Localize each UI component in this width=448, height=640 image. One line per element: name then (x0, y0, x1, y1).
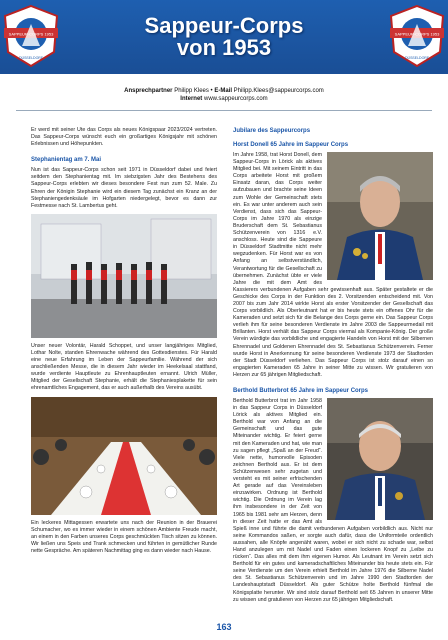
dinner-table-photo (31, 397, 217, 515)
section-heading-stephanientag: Stephanientag am 7. Mai (31, 157, 102, 164)
right-column (233, 127, 433, 608)
corps-logo-left (2, 4, 60, 68)
corps-logo-right (388, 4, 446, 68)
internet-link[interactable]: www.sappeurcorps.com (203, 96, 268, 102)
horst-donell-portrait (327, 152, 433, 280)
banner-edge (0, 70, 448, 74)
email-label: E-Mail (214, 88, 232, 94)
email-link[interactable]: Philipp.Klees@sappeurcorps.com (233, 88, 324, 94)
page-title (60, 15, 388, 59)
parade-photo (31, 214, 217, 338)
berthold-butterbrot-paragraph: Berthold Butterbrot trat im Jahr 1958 in das Sappeur Corps in Düsseldorf Lörick als aktives Mitglied ein. Berthold war von Anfang an die Gemeinschaft und das gute Miteinander wichtig. Er feiert gerne mit den Kameraden und hat, wie man zu sagen pflegt „Spaß an der Freud“. Viele nette, humorvolle Episoden zeichnen Berthold aus. Er ist dem Schützenwesen sehr zugetan und versteht es mit seiner erfrischenden Art gerade auf das Vereinsleben einzuwirken. Ordnung ist Berthold wichtig. Die Ordnung im Verein lag ihm insbesondere in der Zeit von 1965 bis 1981 sehr am Herzen, denn in dieser Zeit hatte er das Amt als Spieß inne und führte die damit verbundenen Aufgaben vorbildlich aus. Nicht nur seine Kommandos saßen, er sorgte auch dafür, dass die Uniformteile ordentlich aussahen, alle Knöpfe angenäht waren, wobei er sich nicht zu schade war, selbst Hand anzulegen um mit Nadel und Faden einen lockeren Knopf zu „Leibe zu rücken“. Das alles mit dem ihm eigenen Humor. Als Leutnant im Verein setzt sich Berthold für ein gutes und kameradschaftliches Miteinander bis heute stets ein. Für seine Verdienste um den Verein erhielt Berthold im Jahre 1976 die Silberne Nadel des St. Sebastianus Schützenverein und im Jahre 1990 den Stadtorden der Landeshauptstadt Düsseldorf. Als guter Schütze holte Berthold fünfmal die Königsplatte herunter. Wir sind stolz darauf Berthold seit 65 Jahren in unserer Mitte zu wissen und gratulieren von Herzen zur 65 jährigen Mitgliedschaft. (233, 398, 433, 603)
left-column (31, 127, 217, 559)
berthold-butterbrot-portrait (327, 398, 433, 520)
contact-info: Ansprechpartner Philipp Klees • E-Mail Philipp.Klees@sappeurcorps.com Internet www.sappeurcorps.com (124, 88, 324, 102)
contact-label: Ansprechpartner (124, 88, 173, 94)
page-number: 163 (216, 622, 232, 632)
mittagessen-paragraph: Ein leckeres Mittagessen erwartete uns nach der Reunion in der Brauerei Schumacher, wo es immer wieder in einem schönen Ambiente Freude macht, an einem in den Farben unseres Corps geschmückten Tisch sitzen zu können. Wir ließen uns Speis und Trank schmecken und führten in gemütlicher Runde nette Gespräche. Am späteren Nachmittag ging es dann wieder nach Hause. (31, 519, 217, 554)
title-line-2: von 1953 (176, 35, 272, 60)
internet-label: Internet (180, 96, 203, 102)
jubilare-heading: Jubilare des Sappeurcorps (233, 128, 311, 134)
badge-left-city: DÜSSELDORF (19, 56, 43, 60)
title-line-1: Sappeur-Corps (144, 13, 304, 38)
stephanientag-paragraph: Nun ist das Sappeur-Corps schon seit 1971 in Düsseldorf dabei und feiert seitdem den Stephanientag mit. Im siebzigsten Jahr des Bestehens des Sappeur-Corps erlebten wir dieses besondere Fest nun zum 52. Male. Zu Ehren der Königin Stephanie wird ein diesem Tag zunächst ein Kranz an der Stephaniengedenksäule im Hofgarten niedergelegt, bevor es dann zur Festmesse nach St. Lambertus geht. (31, 167, 217, 209)
berthold-butterbrot-heading: Berthold Butterbrot 65 Jahre im Sappeur Corps (233, 388, 369, 394)
badge-left-label: SAPPEUR-CORPS 1953 (8, 31, 54, 37)
badge-right-city: DÜSSELDORF (405, 56, 429, 60)
divider (16, 110, 432, 111)
intro-paragraph: Er werd mit seiner Ute das Corps als neues Königspaar 2023/2024 vertreten. Das Sappeur-Corps wünscht euch ein großartiges Königsjahr mit schönen Erlebnissen und Höhepunkten. (31, 127, 217, 148)
page-header (0, 0, 448, 83)
ehrenwache-paragraph: Unser neuer Volontär, Harald Schoppet, und unser langjähriges Mitglied, Lothar Nolte, standen Ehrenwache während des Gottesdienstes. Für Harald eine neue Erfahrung im Leben der Sappeurfamilie. Während der sich anschließenden Messe, die in diesem Jahr wieder im Heekelsaal stattfand, wurde verdiente Hauptleute zu Ehrenhauptleuten ernannt. Ulrich Müller, Mitglied der Gesellschaft Stephanie, erhält die Stephaniesplakette für sein ehrenamtliches Engagement, das er auch außerhalb des Vereins ausübt. (31, 342, 217, 392)
contact-name: Philipp Klees (174, 88, 209, 94)
horst-donell-paragraph: Im Jahre 1958, trat Horst Donell, dem Sappeur-Corps in Lörick als aktives Mitglied bei. Mit seinem Eintritt in das Corps arbeitete Horst mit großem Einsatz daran, das Corps weiter aufzubauen und brachte seine Ideen zum Wohle der Gemeinschaft stets ein. Es war unter anderem auch sein Verdienst, dass sich das Sappeur-Corps im Jahre 1970 als einzige Bruderschaft dem St. Sebastianus Schützenverein von 1316 e.V. anschloss. Heute sind die Sappeure in Düsseldorf Stadtmitte nicht mehr wegzudenken. Für Horst war es von Anfang an selbstverständlich, Verantwortung für die Gesellschaft zu übernehmen. Zunächst übte er viele Jahre die mit dem Amt des Kassierers verbundenen Aufgaben sehr gewissenhaft aus. Später gestaltete er die Geschicke des Corps in der Funktion des 2. Vorsitzenden entscheidend mit. Von 2007 bis zum Jahr 2014 wirkte Horst als erster Vorsitzender der Gesellschaft das Corps vorbildlich. Als Oberleutnant hat er bis heute stets ein offenes Ohr für die Kameraden und setzt sich für die Belange des Corps gerne ein. Das Sappeur Corps verlieh ihm für seine besonderen Verdienste im Jahre 2003 die Sappeurmedail mit Brillanten. Horst verhält das Sappeur Corps viermal als Kompanie-König. Der große Verein würdigte das vorbildliche und engagierte Handeln von Horst mit der Silbernen Ehrennadel und Goldenen Ehrennadel des St. Sebastianus Schützenverein. Ferner wurde Horst in Anerkennung für seine besonderen Verdienste 1973 der Stadtorden der Stadt Düsseldorf verliehen. Das Sappeur Corps ist stolz darauf einen so engagierten Kameraden 65 Jahre in seiner Mitte zu wissen. Wir gratulieren von Herzen zur 65 jährigen Mitgliedschaft. (233, 152, 433, 378)
badge-right-label: SAPPEUR-CORPS 1953 (394, 31, 440, 37)
horst-donell-heading: Horst Donell 65 Jahre im Sappeur Corps (233, 142, 349, 148)
